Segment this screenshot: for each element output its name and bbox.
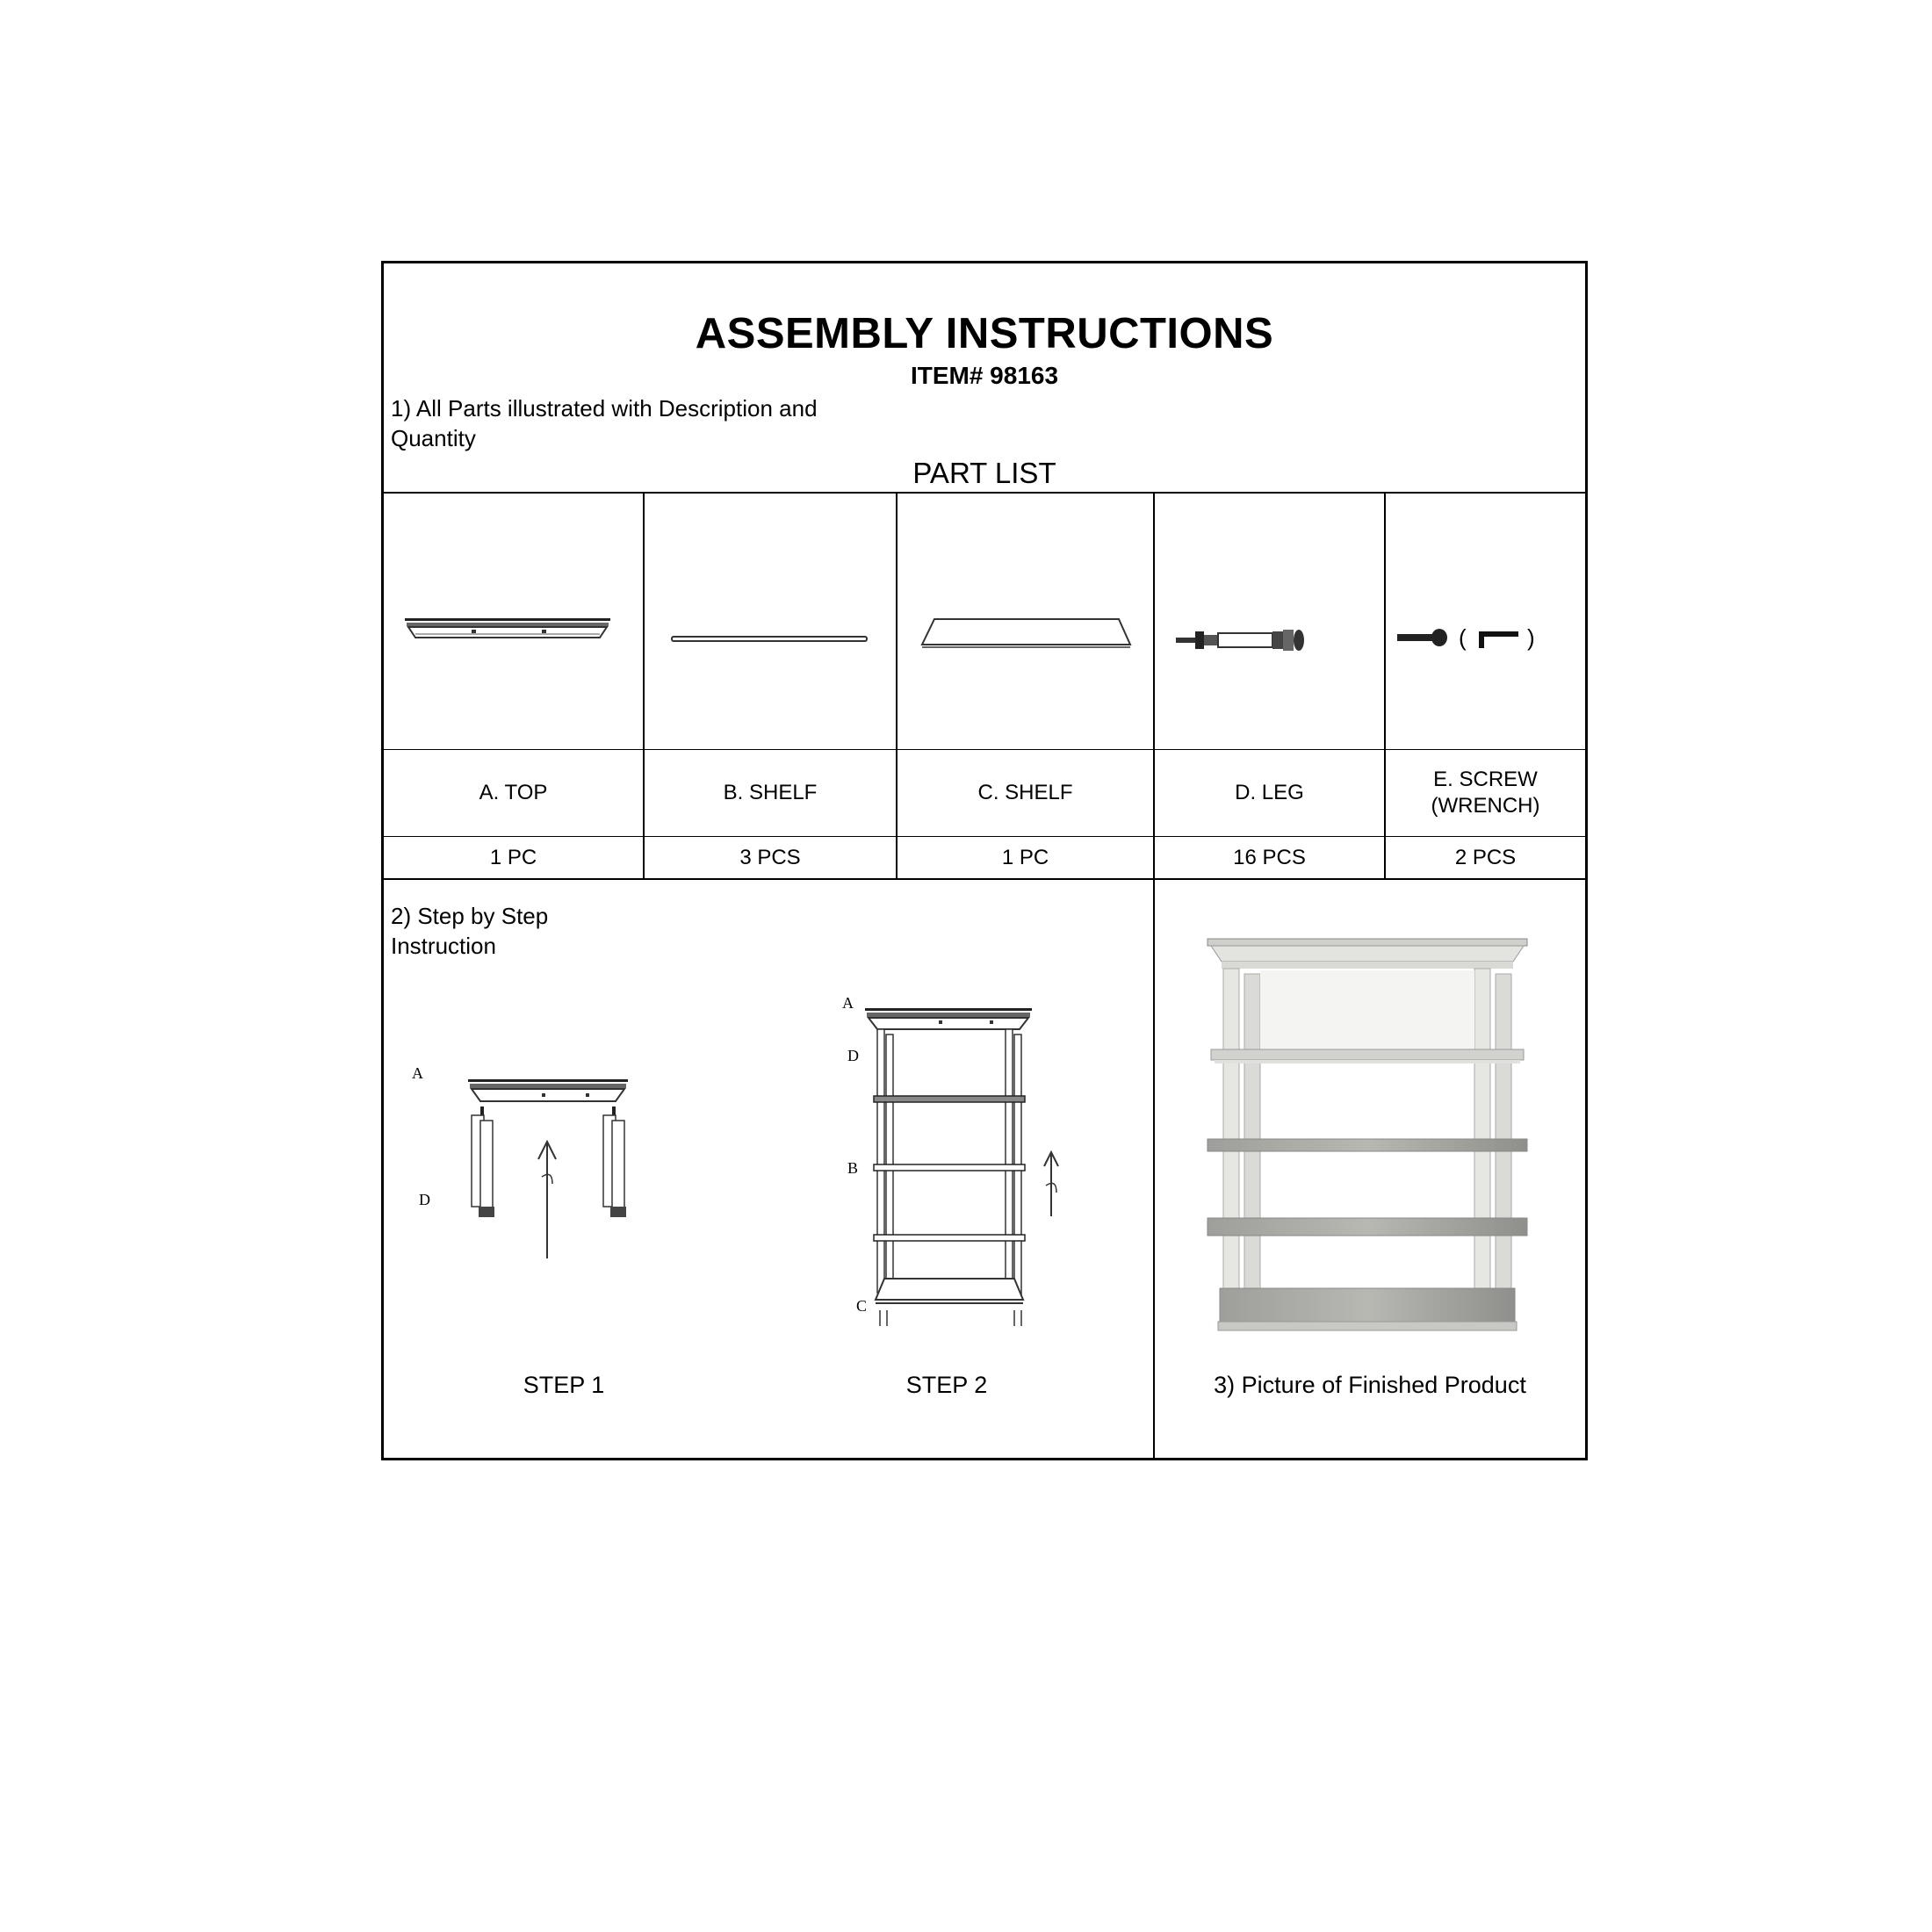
thin-shelf-icon — [665, 632, 884, 650]
part-label-a-text: A. TOP — [479, 780, 548, 804]
part-label-c-text: C. SHELF — [977, 780, 1073, 804]
step1-letter-a: A — [412, 1064, 423, 1082]
part-label-b-text: B. SHELF — [723, 780, 818, 804]
finished-product-caption: 3) Picture of Finished Product — [1214, 1372, 1526, 1398]
top-panel-icon — [401, 615, 621, 650]
step2-letter-c: C — [856, 1297, 868, 1315]
divider — [384, 878, 1585, 880]
part-quantity-c: 1 PC — [1001, 845, 1049, 869]
step1-diagram — [410, 1063, 630, 1265]
divider — [384, 492, 1585, 494]
step2-letter-b: B — [847, 1159, 859, 1177]
divider — [1153, 492, 1155, 1458]
parts-intro-line2: Quantity — [391, 425, 476, 451]
part-label-d — [1155, 749, 1384, 836]
part-quantity-b: 3 PCS — [739, 845, 801, 869]
part-label-e-text: E. SCREW — [1433, 767, 1538, 791]
part-label-b — [645, 749, 896, 836]
parts-intro-line1: 1) All Parts illustrated with Description and — [391, 395, 818, 422]
assembly-sheet — [381, 261, 1588, 1460]
part-quantity-e: 2 PCS — [1454, 845, 1517, 869]
step2-letter-d: D — [847, 1047, 859, 1064]
page-title: ASSEMBLY INSTRUCTIONS — [695, 310, 1274, 357]
step1-letter-d: D — [419, 1191, 430, 1208]
step2-letter-a: A — [842, 994, 854, 1012]
part-label-c — [898, 749, 1153, 836]
steps-intro — [391, 901, 548, 961]
part-quantity-d: 16 PCS — [1233, 845, 1306, 869]
turned-leg-icon — [1174, 619, 1367, 663]
part-label-d-text: D. LEG — [1235, 780, 1304, 804]
svg-text:(: ( — [1459, 624, 1467, 651]
part-quantity-a: 1 PC — [489, 845, 537, 869]
parts-intro — [391, 393, 883, 453]
step2-label: STEP 2 — [905, 1372, 988, 1398]
part-label-a — [384, 749, 643, 836]
screw-and-wrench-icon — [1395, 622, 1580, 661]
svg-text:): ) — [1527, 624, 1535, 651]
steps-intro-line1: 2) Step by Step — [391, 903, 549, 929]
bottom-shelf-icon — [915, 615, 1143, 659]
part-label-e — [1386, 749, 1585, 836]
item-number: ITEM# 98163 — [910, 362, 1059, 389]
finished-product-image — [1192, 935, 1552, 1339]
step2-diagram — [840, 992, 1060, 1361]
steps-intro-line2: Instruction — [391, 933, 496, 959]
part-list-heading: PART LIST — [912, 457, 1056, 489]
step1-label: STEP 1 — [523, 1372, 605, 1398]
part-label-e-subtext: (WRENCH) — [1431, 793, 1540, 818]
